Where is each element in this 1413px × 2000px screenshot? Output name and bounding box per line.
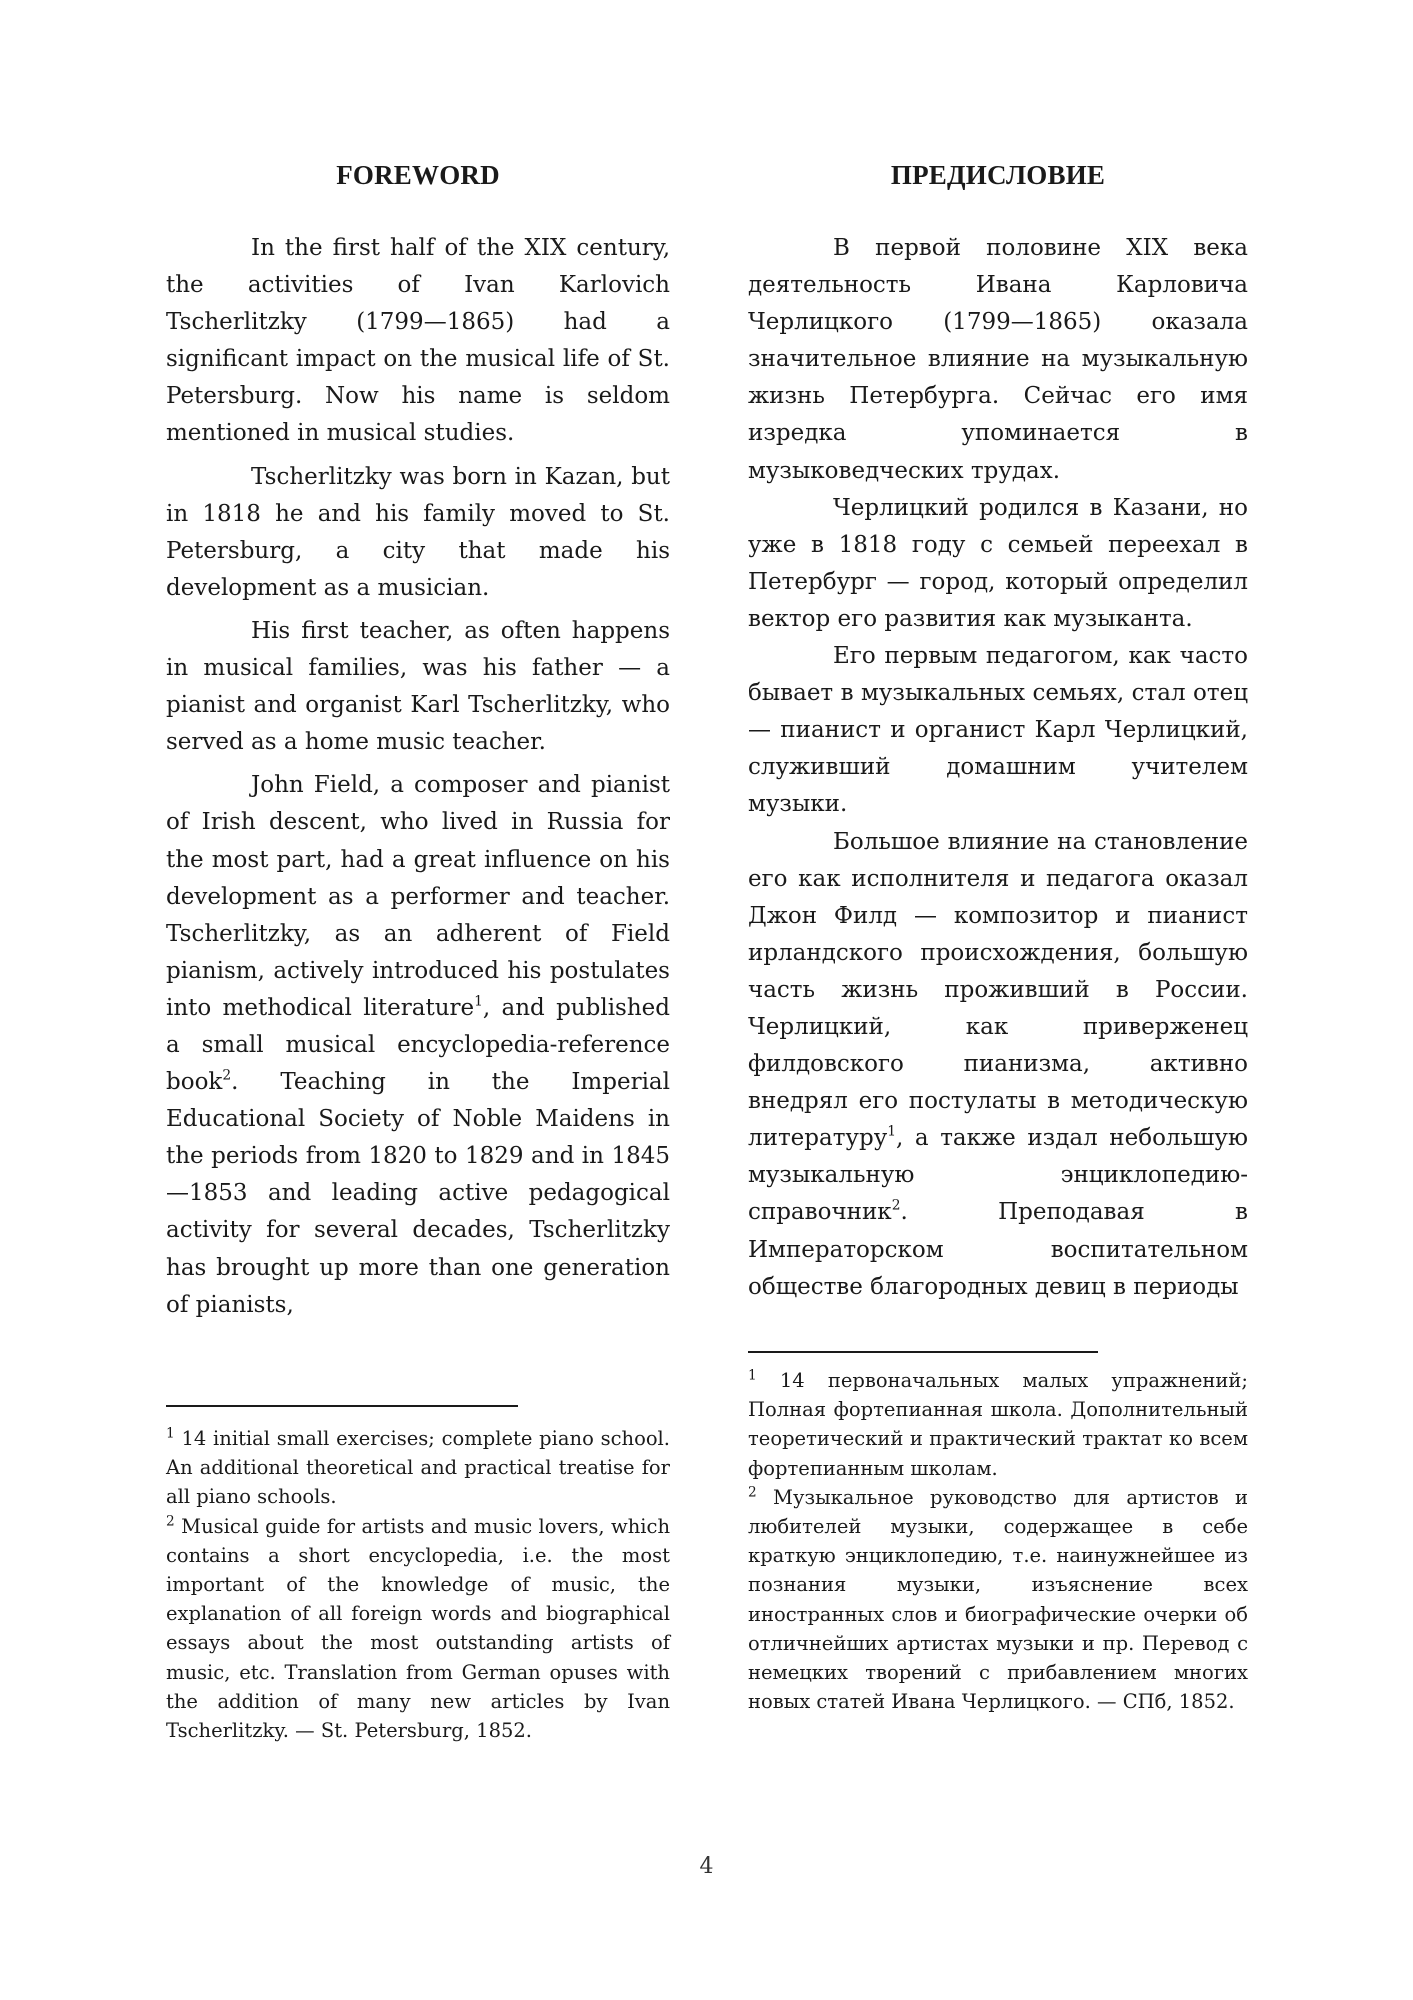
russian-paragraph: Черлицкий родился в Казани, но уже в 1818 году с семьей переехал в Петербург — город, который определил вектор его развития как музыканта. — [748, 494, 1248, 632]
english-footnotes — [166, 1424, 670, 1745]
footnote-ref-2: 2 — [891, 1197, 901, 1214]
english-body — [166, 230, 670, 1324]
english-heading: FOREWORD — [336, 160, 500, 190]
footnote — [748, 1366, 1248, 1483]
footnote-text: 14 первоначальных малых упражнений; Полная фортепианная школа. Дополнительный теоретический и практический трактат ко всем фортепианным школам. — [748, 1369, 1248, 1480]
russian-paragraph: Его первым педагогом, как часто бывает в музыкальных семьях, стал отец — пианист и органист Карл Черлицкий, служивший домашним учителем музыки. — [748, 643, 1248, 818]
page-number: 4 — [699, 1854, 714, 1879]
russian-paragraph-text: Большое влияние на становление его как исполнителя и педагога оказал Джон Филд — композитор и пианист ирландского происхождения, большую часть жизнь проживший в России. Черлицкий, как приверженец филдовского пианизма, активно внедрял его постулаты в методическую литературу — [748, 828, 1248, 1152]
footnote-marker: 2 — [166, 1513, 175, 1530]
footnote-text: Musical guide for artists and music lovers, which contains a short encyclopedia, i.e. the most important of the knowledge of music, the explanation of all foreign words and biographical essays about the most outstanding artists of music, etc. Translation from German opuses with the addition of many new articles by Ivan Tscherlitzky. — St. Petersburg, 1852. — [166, 1514, 670, 1743]
footnote-marker: 2 — [748, 1484, 757, 1501]
footnote-text: Музыкальное руководство для артистов и любителей музыки, содержащее в себе краткую энциклопедию, т.е. наинужнейшее из познания музыки, изъяснение всех иностранных слов и биографические очерки об отличнейших артистах музыки и пр. Перевод с немецких творений с прибавлением многих новых статей Ивана Черлицкого. — СПб, 1852. — [748, 1485, 1248, 1714]
footnote-ref-1: 1 — [474, 993, 483, 1010]
russian-paragraph-text: . Преподавая в Императорском воспитательном обществе благородных девиц в периоды — [748, 1199, 1248, 1300]
english-paragraph-text: , and published a small musical encyclopedia-reference book — [166, 994, 670, 1096]
russian-footnotes — [748, 1366, 1248, 1716]
russian-heading: ПРЕДИСЛОВИЕ — [890, 160, 1106, 190]
english-paragraph-text: . Teaching in the Imperial Educational Society of Noble Maidens in the periods from 1820 to 1829 and in 1845—1853 and leading active pedagogical activity for several decades, Tscherlitzky has brought up more than one generation of pianists, — [166, 1069, 670, 1318]
footnote — [166, 1512, 670, 1746]
footnote-marker: 1 — [748, 1367, 757, 1384]
footnote — [748, 1483, 1248, 1717]
footnote-text: 14 initial small exercises; complete piano school. An additional theoretical and practical treatise for all piano schools. — [166, 1427, 670, 1509]
footnote-ref-2: 2 — [222, 1067, 232, 1084]
footnote — [166, 1424, 670, 1512]
footnote-divider — [748, 1351, 1098, 1353]
english-paragraph: In the first half of the XIX century, the activities of Ivan Karlovich Tscherlitzky (1799—1865) had a significant impact on the musical life of St. Petersburg. Now his name is seldom mentioned in musical studies. — [166, 235, 670, 447]
russian-body — [748, 230, 1248, 1306]
russian-paragraph: В первой половине XIX века деятельность Ивана Карловича Черлицкого (1799—1865) оказала значительное влияние на музыкальную жизнь Петербурга. Сейчас его имя изредка упоминается в музыковедческих трудах. — [748, 235, 1248, 484]
english-paragraph: His first teacher, as often happens in musical families, was his father — a pianist and organist Karl Tscherlitzky, who served as a home music teacher. — [166, 617, 670, 756]
russian-paragraph-text: , а также издал небольшую музыкальную энциклопедию-справочник — [748, 1125, 1248, 1226]
english-paragraph — [166, 767, 670, 1323]
english-paragraph: Tscherlitzky was born in Kazan, but in 1818 he and his family moved to St. Petersburg, a city that made his development as a musician. — [166, 463, 670, 601]
russian-paragraph — [748, 824, 1248, 1306]
footnote-divider — [166, 1405, 518, 1407]
english-paragraph-text: John Field, a composer and pianist of Irish descent, who lived in Russia for the most part, had a great influence on his development as a performer and teacher. Tscherlitzky, as an adherent of Field pianism, actively introduced his postulates into methodical literature — [166, 772, 670, 1021]
footnote-ref-1: 1 — [887, 1123, 897, 1140]
footnote-marker: 1 — [166, 1425, 175, 1442]
